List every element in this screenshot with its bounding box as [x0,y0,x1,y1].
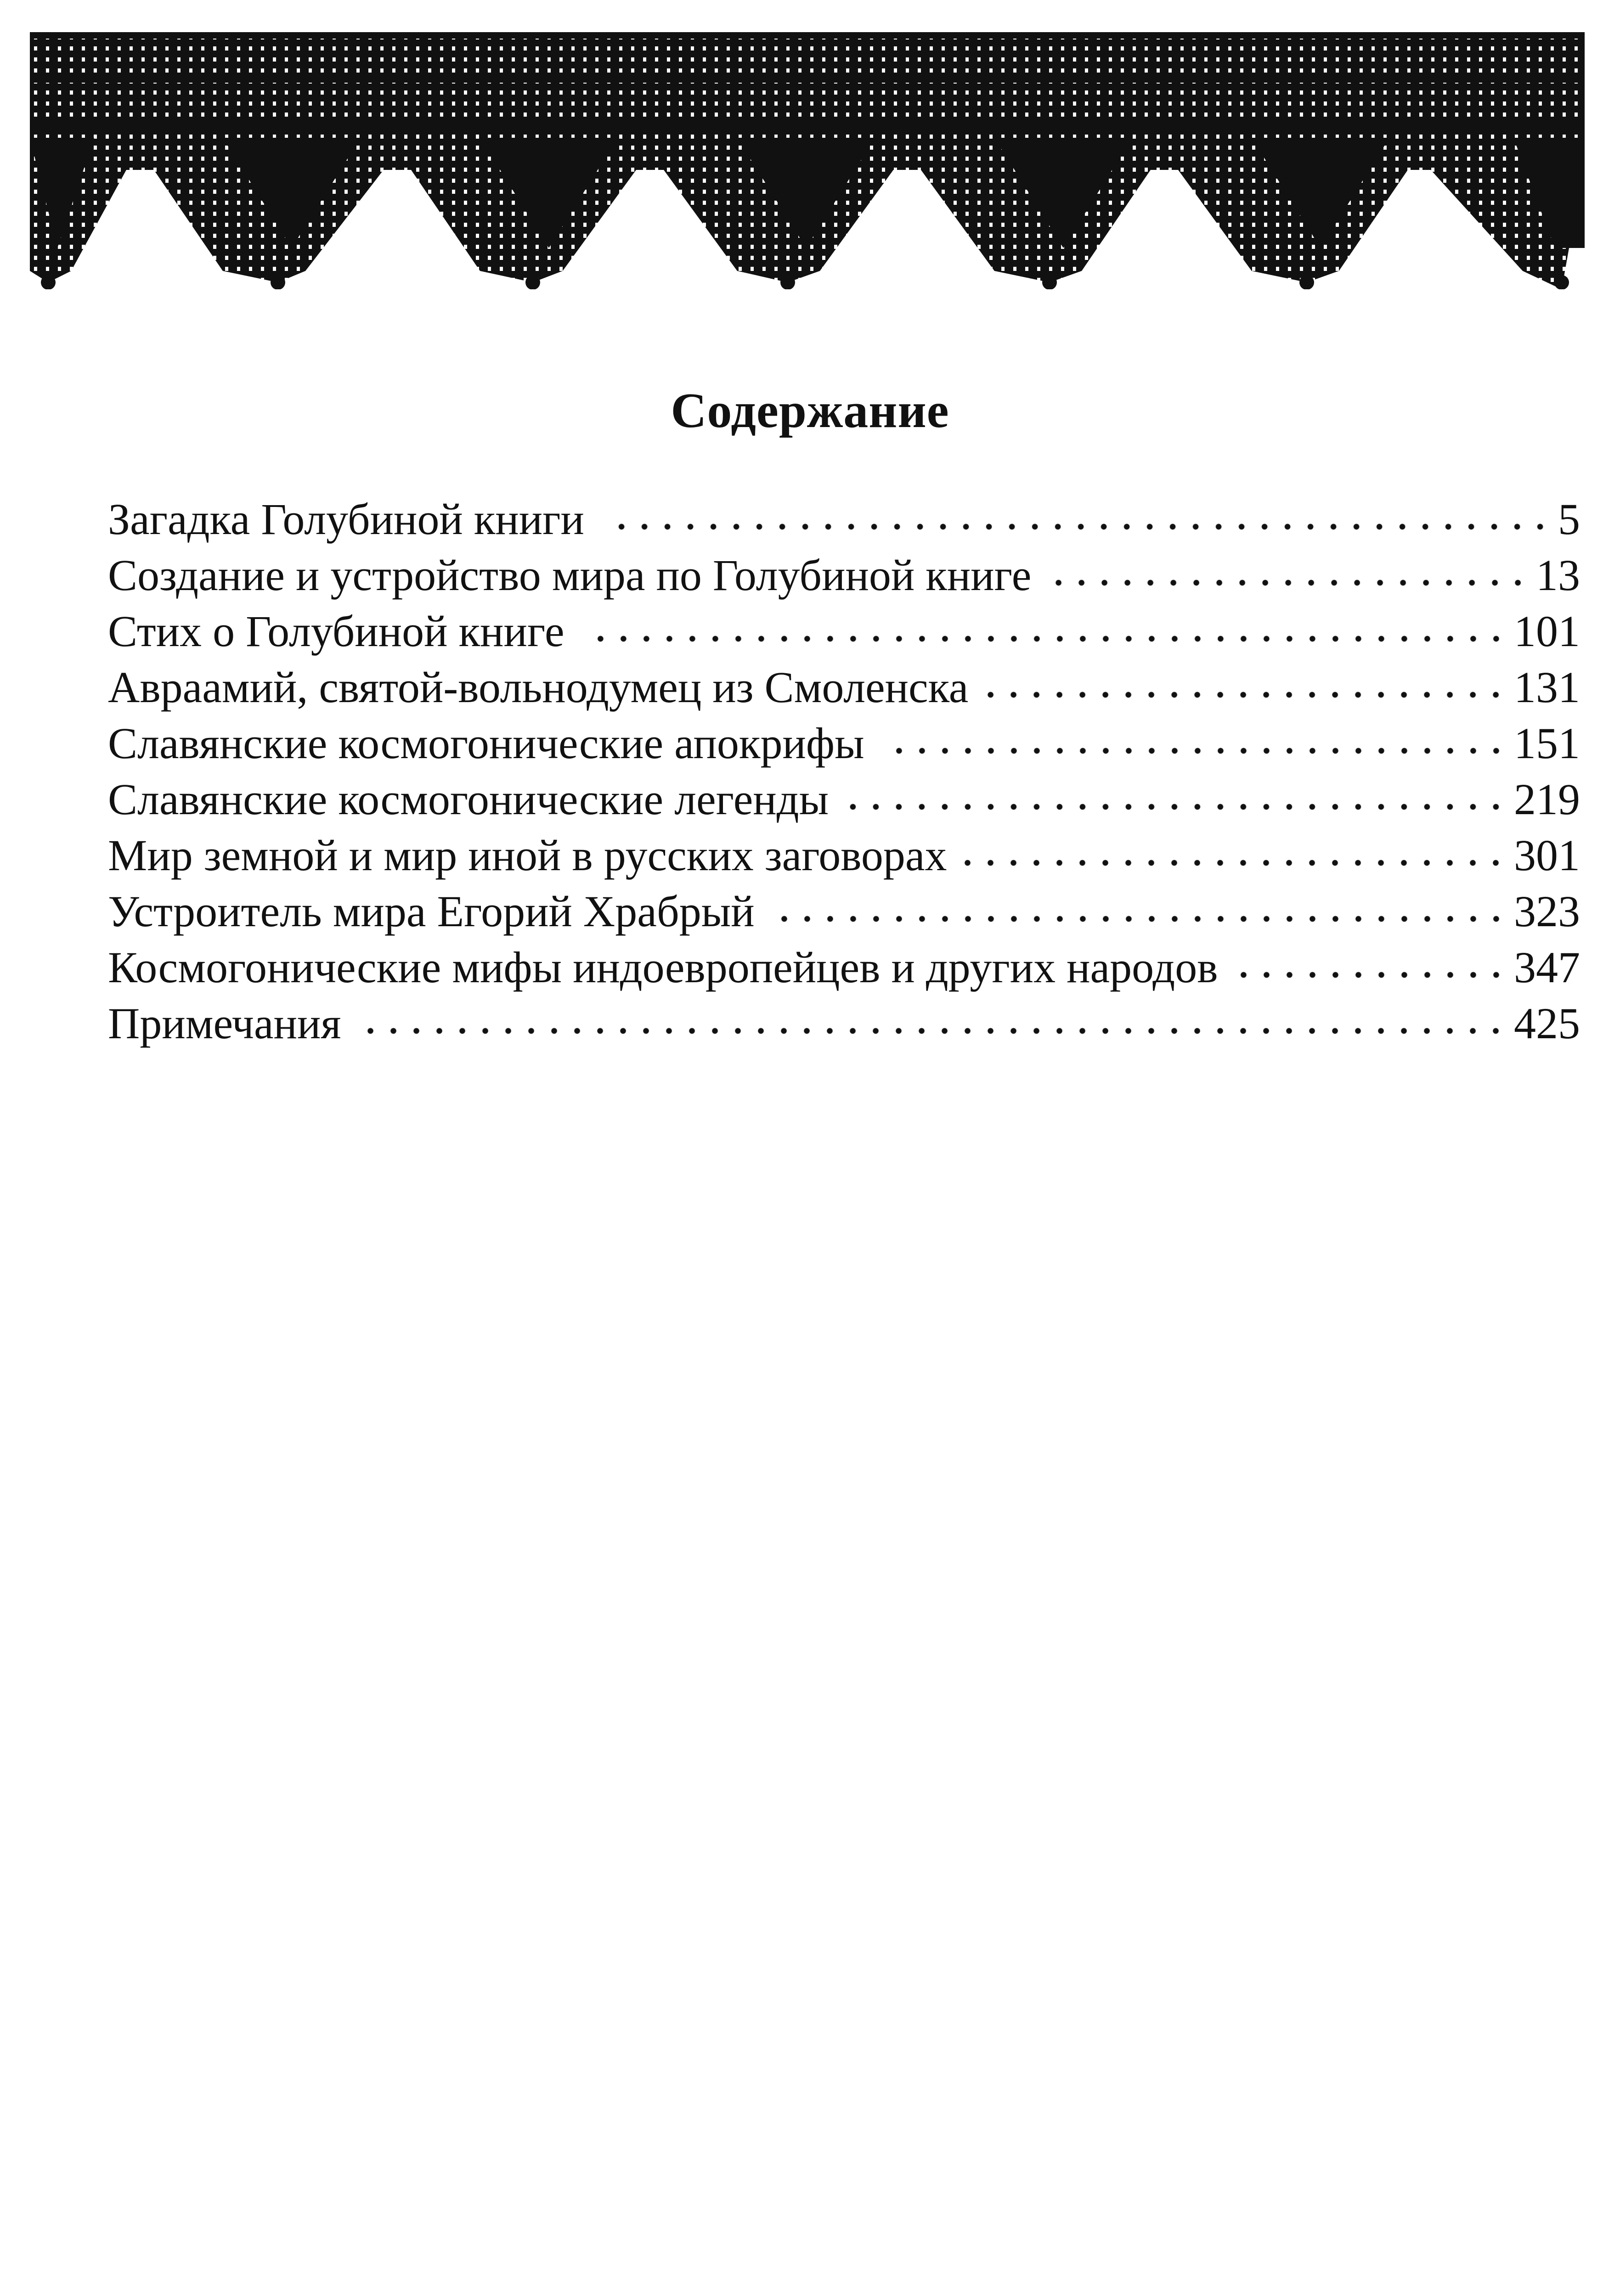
dot-leader [1236,970,1507,979]
dot-leader [846,802,1507,811]
toc-entry-title: Примечания [108,999,341,1048]
table-of-contents [108,491,1580,1052]
toc-entry[interactable] [108,547,1580,603]
page-title: Содержание [671,383,949,438]
toc-entry[interactable] [108,884,1580,940]
toc-entry[interactable] [108,603,1580,659]
toc-entry-page-number: 425 [1514,999,1580,1048]
dot-leader [986,690,1507,699]
toc-entry-title: Стих о Голубиной книге [108,607,564,656]
dot-leader [882,746,1507,755]
toc-entry-page-number: 5 [1558,495,1580,544]
toc-entry[interactable] [108,771,1580,827]
toc-entry-page-number: 13 [1536,551,1580,600]
dot-leader [1049,578,1530,587]
toc-entry-title: Космогонические мифы индоевропейцев и других народов [108,943,1218,992]
toc-entry[interactable] [108,996,1580,1052]
toc-entry[interactable] [108,827,1580,884]
toc-entry[interactable] [108,491,1580,547]
dot-leader [964,858,1507,867]
toc-entry-page-number: 219 [1514,775,1580,824]
dot-leader [582,634,1507,643]
toc-entry-page-number: 101 [1514,607,1580,656]
toc-entry[interactable] [108,659,1580,715]
crochet-lace-border [30,32,1585,289]
toc-entry[interactable] [108,940,1580,996]
dot-leader [772,914,1507,923]
dot-leader [358,1026,1507,1035]
dot-leader [602,522,1552,531]
toc-entry-page-number: 323 [1514,887,1580,936]
toc-entry-title: Авраамий, святой-вольнодумец из Смоленска [108,663,969,712]
toc-entry-title: Славянские космогонические апокрифы [108,719,864,768]
toc-entry-page-number: 131 [1514,663,1580,712]
toc-entry-page-number: 151 [1514,719,1580,768]
toc-entry-title: Устроитель мира Егорий Храбрый [108,887,755,936]
toc-entry[interactable] [108,715,1580,771]
toc-entry-title: Загадка Голубиной книги [108,495,584,544]
toc-entry-title: Мир земной и мир иной в русских заговорах [108,831,947,880]
toc-entry-title: Славянские космогонические легенды [108,775,829,824]
toc-entry-page-number: 347 [1514,943,1580,992]
toc-entry-title: Создание и устройство мира по Голубиной книге [108,551,1032,600]
toc-entry-page-number: 301 [1514,831,1580,880]
